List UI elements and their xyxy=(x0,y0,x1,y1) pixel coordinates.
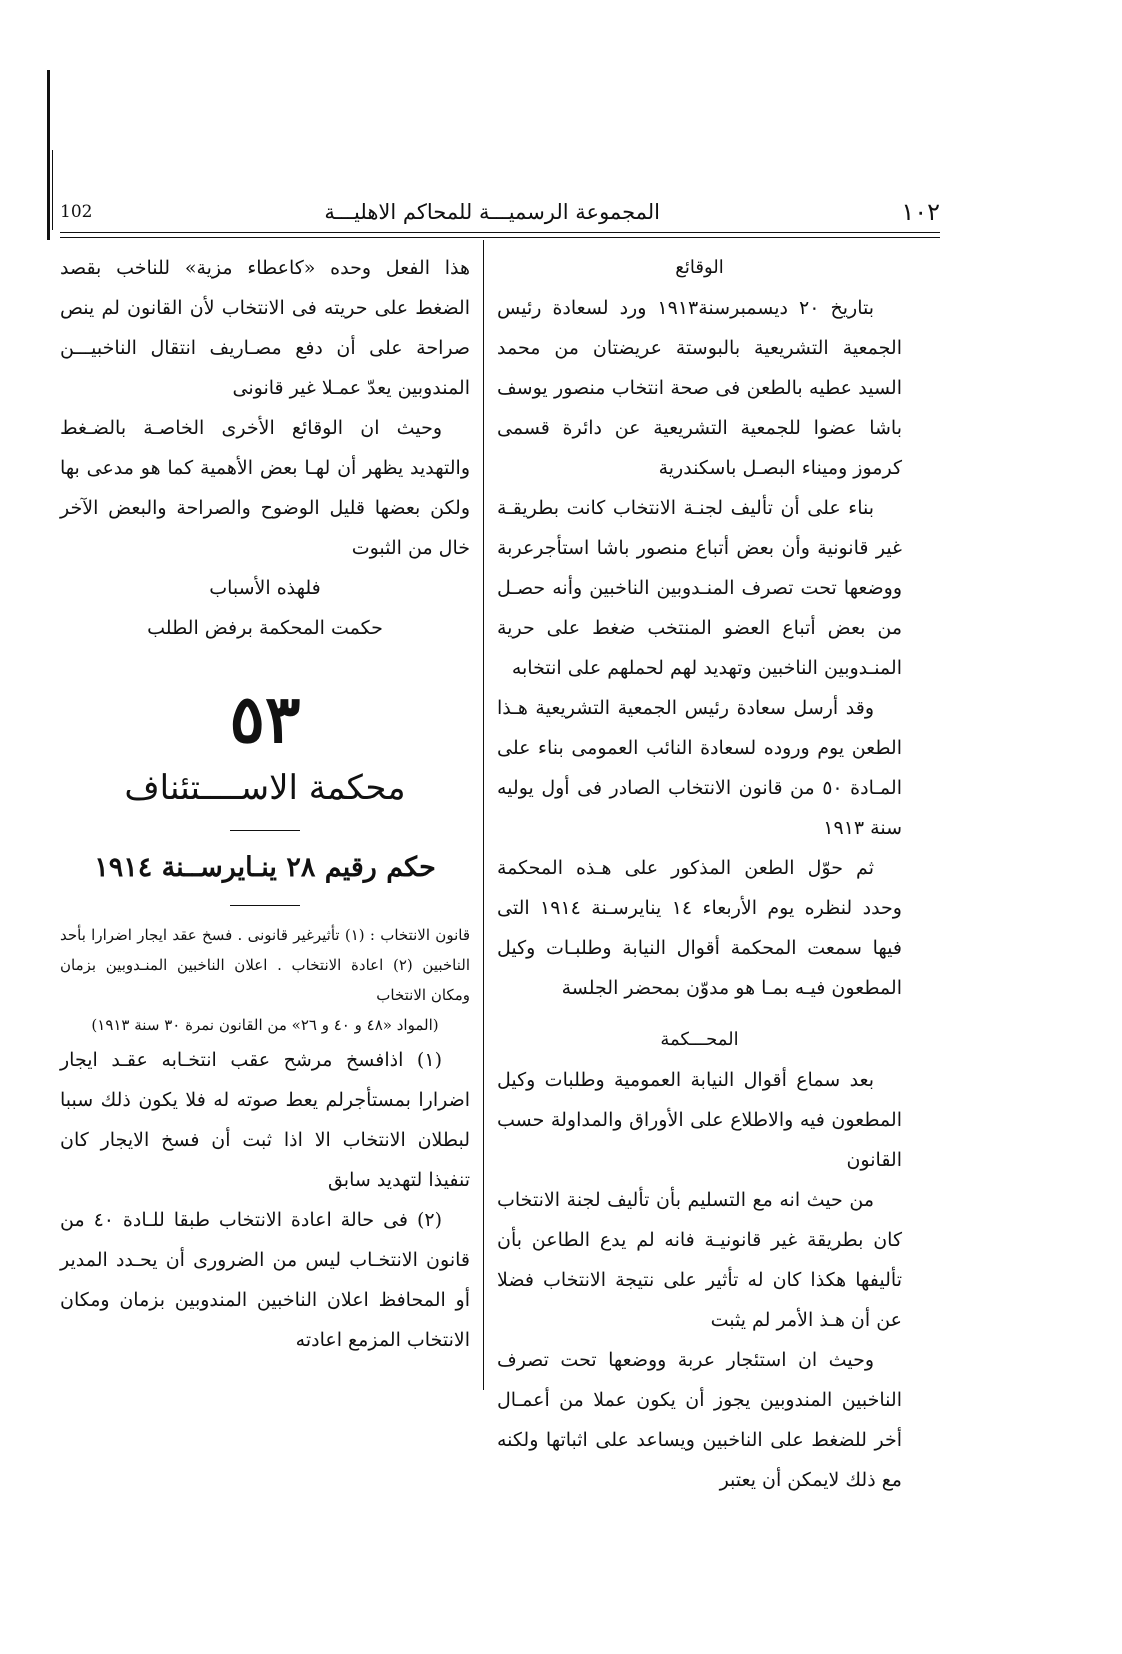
column-divider xyxy=(483,240,484,1390)
running-title: المجموعة الرسميـــة للمحاكم الاهليـــة xyxy=(324,200,660,224)
paragraph: ثم حوّل الطعن المذكور على هـذه المحكمة وحدد لنظره يوم الأربعاء ١٤ ينايرسـنة ١٩١٤ التى فيها سمعت المحكمة أقوال النيابة وطلبـات وكيل المطعون فيـه بمـا هو مدوّن بمحضر الجلسة xyxy=(497,857,902,999)
short-rule xyxy=(230,830,300,831)
right-column xyxy=(497,248,902,1500)
legal-principle: (١) اذافسخ مرشح عقب انتخـابه عقـد ايجار اضرارا بمستأجرلم يعط صوته له فلا يكون ذلك سببا لبطلان الانتخاب الا اذا ثبت أن فسخ الايجار كان تنفيذا لتهديد سابق xyxy=(60,1049,470,1191)
court-heading: المحـــكمة xyxy=(660,1029,739,1050)
paragraph: هذا الفعل وحده «كاعطاء مزية» للناخب بقصد الضغط على حريته فى الانتخاب لأن القانون لم ينص صراحة على أن دفع مصـاريف انتقال الناخبيـــن المندوبين يعدّ عمـلا غير قانونى xyxy=(60,257,470,399)
paragraph: بناء على أن تأليف لجنـة الانتخاب كانت بطريقـة غير قانونية وأن بعض أتباع منصور باشا استأجرعربة ووضعها تحت تصرف المنـدوبين الناخبين وأنه حصـل من بعض أتباع العضو المنتخب ضغط على حرية المنـدوبين الناخبين وتهديد لهم لحملهم على انتخابه xyxy=(497,497,902,679)
articles-reference: (المواد «٤٨ و ٤٠ و ٢٦» من القانون نمرة ٣٠ سنة ١٩١٣) xyxy=(91,1016,439,1034)
margin-rule xyxy=(47,70,50,240)
left-column xyxy=(60,248,470,1360)
ruling-title: حكم رقيم ٢٨ ينـايرســنة ١٩١٤ xyxy=(94,852,436,883)
court-name: محكمة الاســــتئناف xyxy=(124,768,406,808)
paragraph: وقد أرسل سعادة رئيس الجمعية التشريعية هـذا الطعن يوم وروده لسعادة النائب العمومى بناء على المـادة ٥٠ من قانون الانتخاب الصادر فى أول يوليه سنة ١٩١٣ xyxy=(497,697,902,839)
header-rule xyxy=(60,232,940,238)
paragraph: من حيث انه مع التسليم بأن تأليف لجنة الانتخاب كان بطريقة غير قانونيـة فانه لم يدع الطاعن بأن تأليفها هكذا كان له تأثير على نتيجة الانتخاب فضلا عن أن هـذ الأمر لم يثبت xyxy=(497,1189,902,1331)
paragraph: بعد سماع أقوال النيابة العمومية وطلبات وكيل المطعون فيه والاطلاع على الأوراق والمداولة حسب القانون xyxy=(497,1069,902,1171)
paragraph: بتاريخ ٢٠ ديسمبرسنة١٩١٣ ورد لسعادة رئيس الجمعية التشريعية بالبوستة عريضتان من محمد السيد عطيه بالطعن فى صحة انتخاب منصور يوسف باشا عضوا للجمعية التشريعية عن دائرة قسمى كرموز وميناء البصـل باسكندرية xyxy=(497,297,902,479)
legal-principle: (٢) فى حالة اعادة الانتخاب طبقا للـادة ٤٠ من قانون الانتخـاب ليس من الضرورى أن يحـدد المدير أو المحافظ اعلان الناخبين المندوبين بزمان ومكان الانتخاب المزمع اعادته xyxy=(60,1209,470,1351)
paragraph: وحيث ان الوقائع الأخرى الخاصـة بالضـغط والتهديد يظهر أن لهـا بعض الأهمية كما هو مدعى بها ولكن بعضها قليل الوضوح والصراحة والبعض الآخر خال من الثبوت xyxy=(60,417,470,559)
page-number-latin: 102 xyxy=(60,202,93,222)
facts-heading: الوقائع xyxy=(675,257,724,278)
case-summary: قانون الانتخاب : (١) تأثيرغير قانونى . فسخ عقد ايجار اضرارا بأحد الناخبين (٢) اعادة الانتخاب . اعلان الناخبين المنـدوبين بزمان ومكان الانتخاب xyxy=(60,926,470,1004)
case-number: ٥٣ xyxy=(229,680,301,758)
verdict: حكمت المحكمة برفض الطلب xyxy=(147,617,383,639)
margin-rule-thin xyxy=(52,150,53,230)
for-these-reasons: فلهذه الأسباب xyxy=(209,577,321,599)
short-rule xyxy=(230,905,300,906)
page-number-arabic: ١٠٢ xyxy=(901,198,940,226)
paragraph: وحيث ان استئجار عربة ووضعها تحت تصرف الناخبين المندوبين يجوز أن يكون عملا من أعمـال أخر للضغط على الناخبين ويساعد على اثباتها ولكنه مع ذلك لايمكن أن يعتبر xyxy=(497,1349,902,1491)
